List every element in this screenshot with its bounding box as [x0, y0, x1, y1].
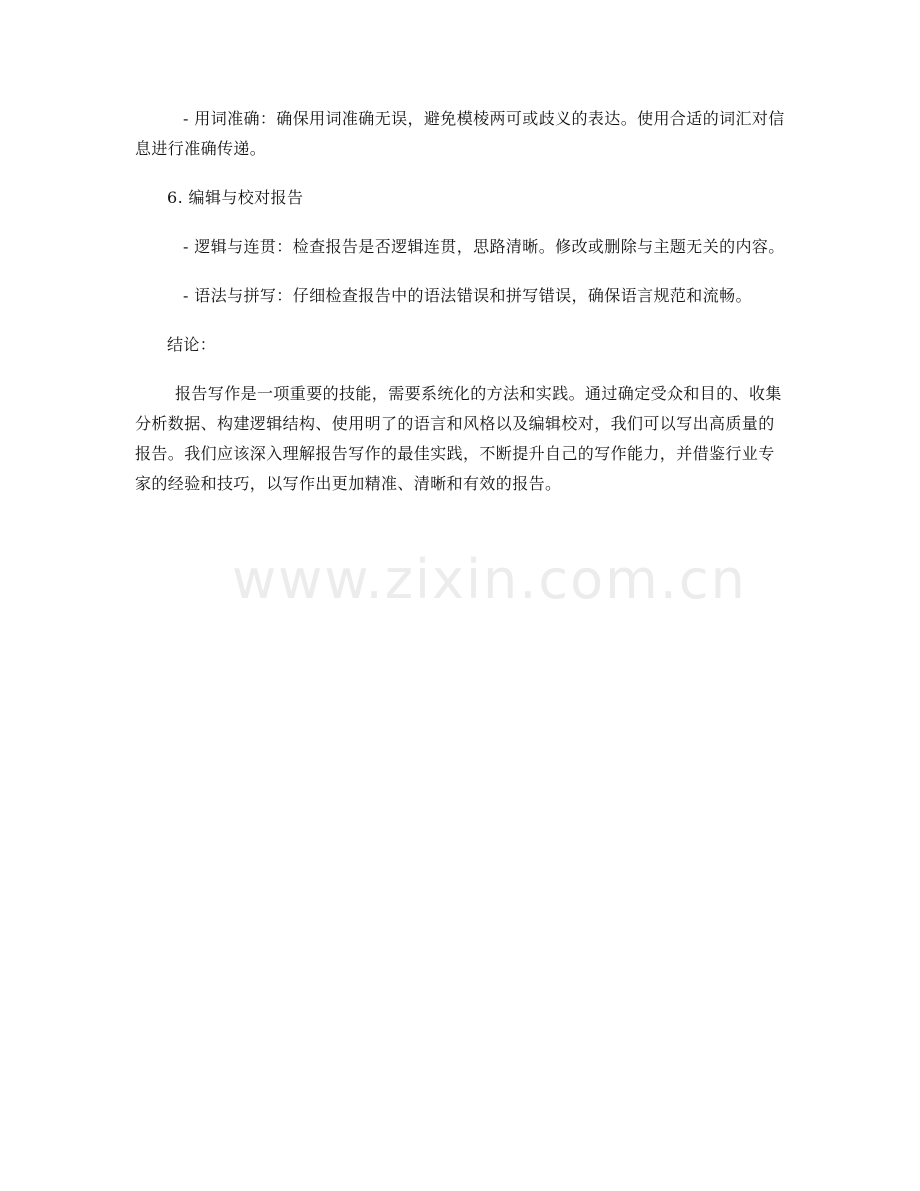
- document-body: [135, 104, 785, 499]
- bullet-word-accuracy: - 用词准确：确保用词准确无误，避免模棱两可或歧义的表达。使用合适的词汇对信息进行准确传递。: [135, 109, 785, 158]
- bullet-logic-coherence: - 逻辑与连贯：检查报告是否逻辑连贯，思路清晰。修改或删除与主题无关的内容。: [183, 237, 785, 256]
- bullet-grammar-spelling: - 语法与拼写：仔细检查报告中的语法错误和拼写错误，确保语言规范和流畅。: [183, 286, 752, 305]
- section-heading-edit-proofread: 6. 编辑与校对报告: [167, 188, 304, 207]
- watermark-logo: www.zixin.com.cn: [232, 548, 747, 611]
- conclusion-heading: 结论：: [167, 335, 217, 354]
- conclusion-paragraph: 报告写作是一项重要的技能，需要系统化的方法和实践。通过确定受众和目的、收集分析数据、构建逻辑结构、使用明了的语言和风格以及编辑校对，我们可以写出高质量的报告。我们应该深入理解报告写作的最佳实践，不断提升自己的写作能力，并借鉴行业专家的经验和技巧，以写作出更加精准、清晰和有效的报告。: [135, 384, 782, 493]
